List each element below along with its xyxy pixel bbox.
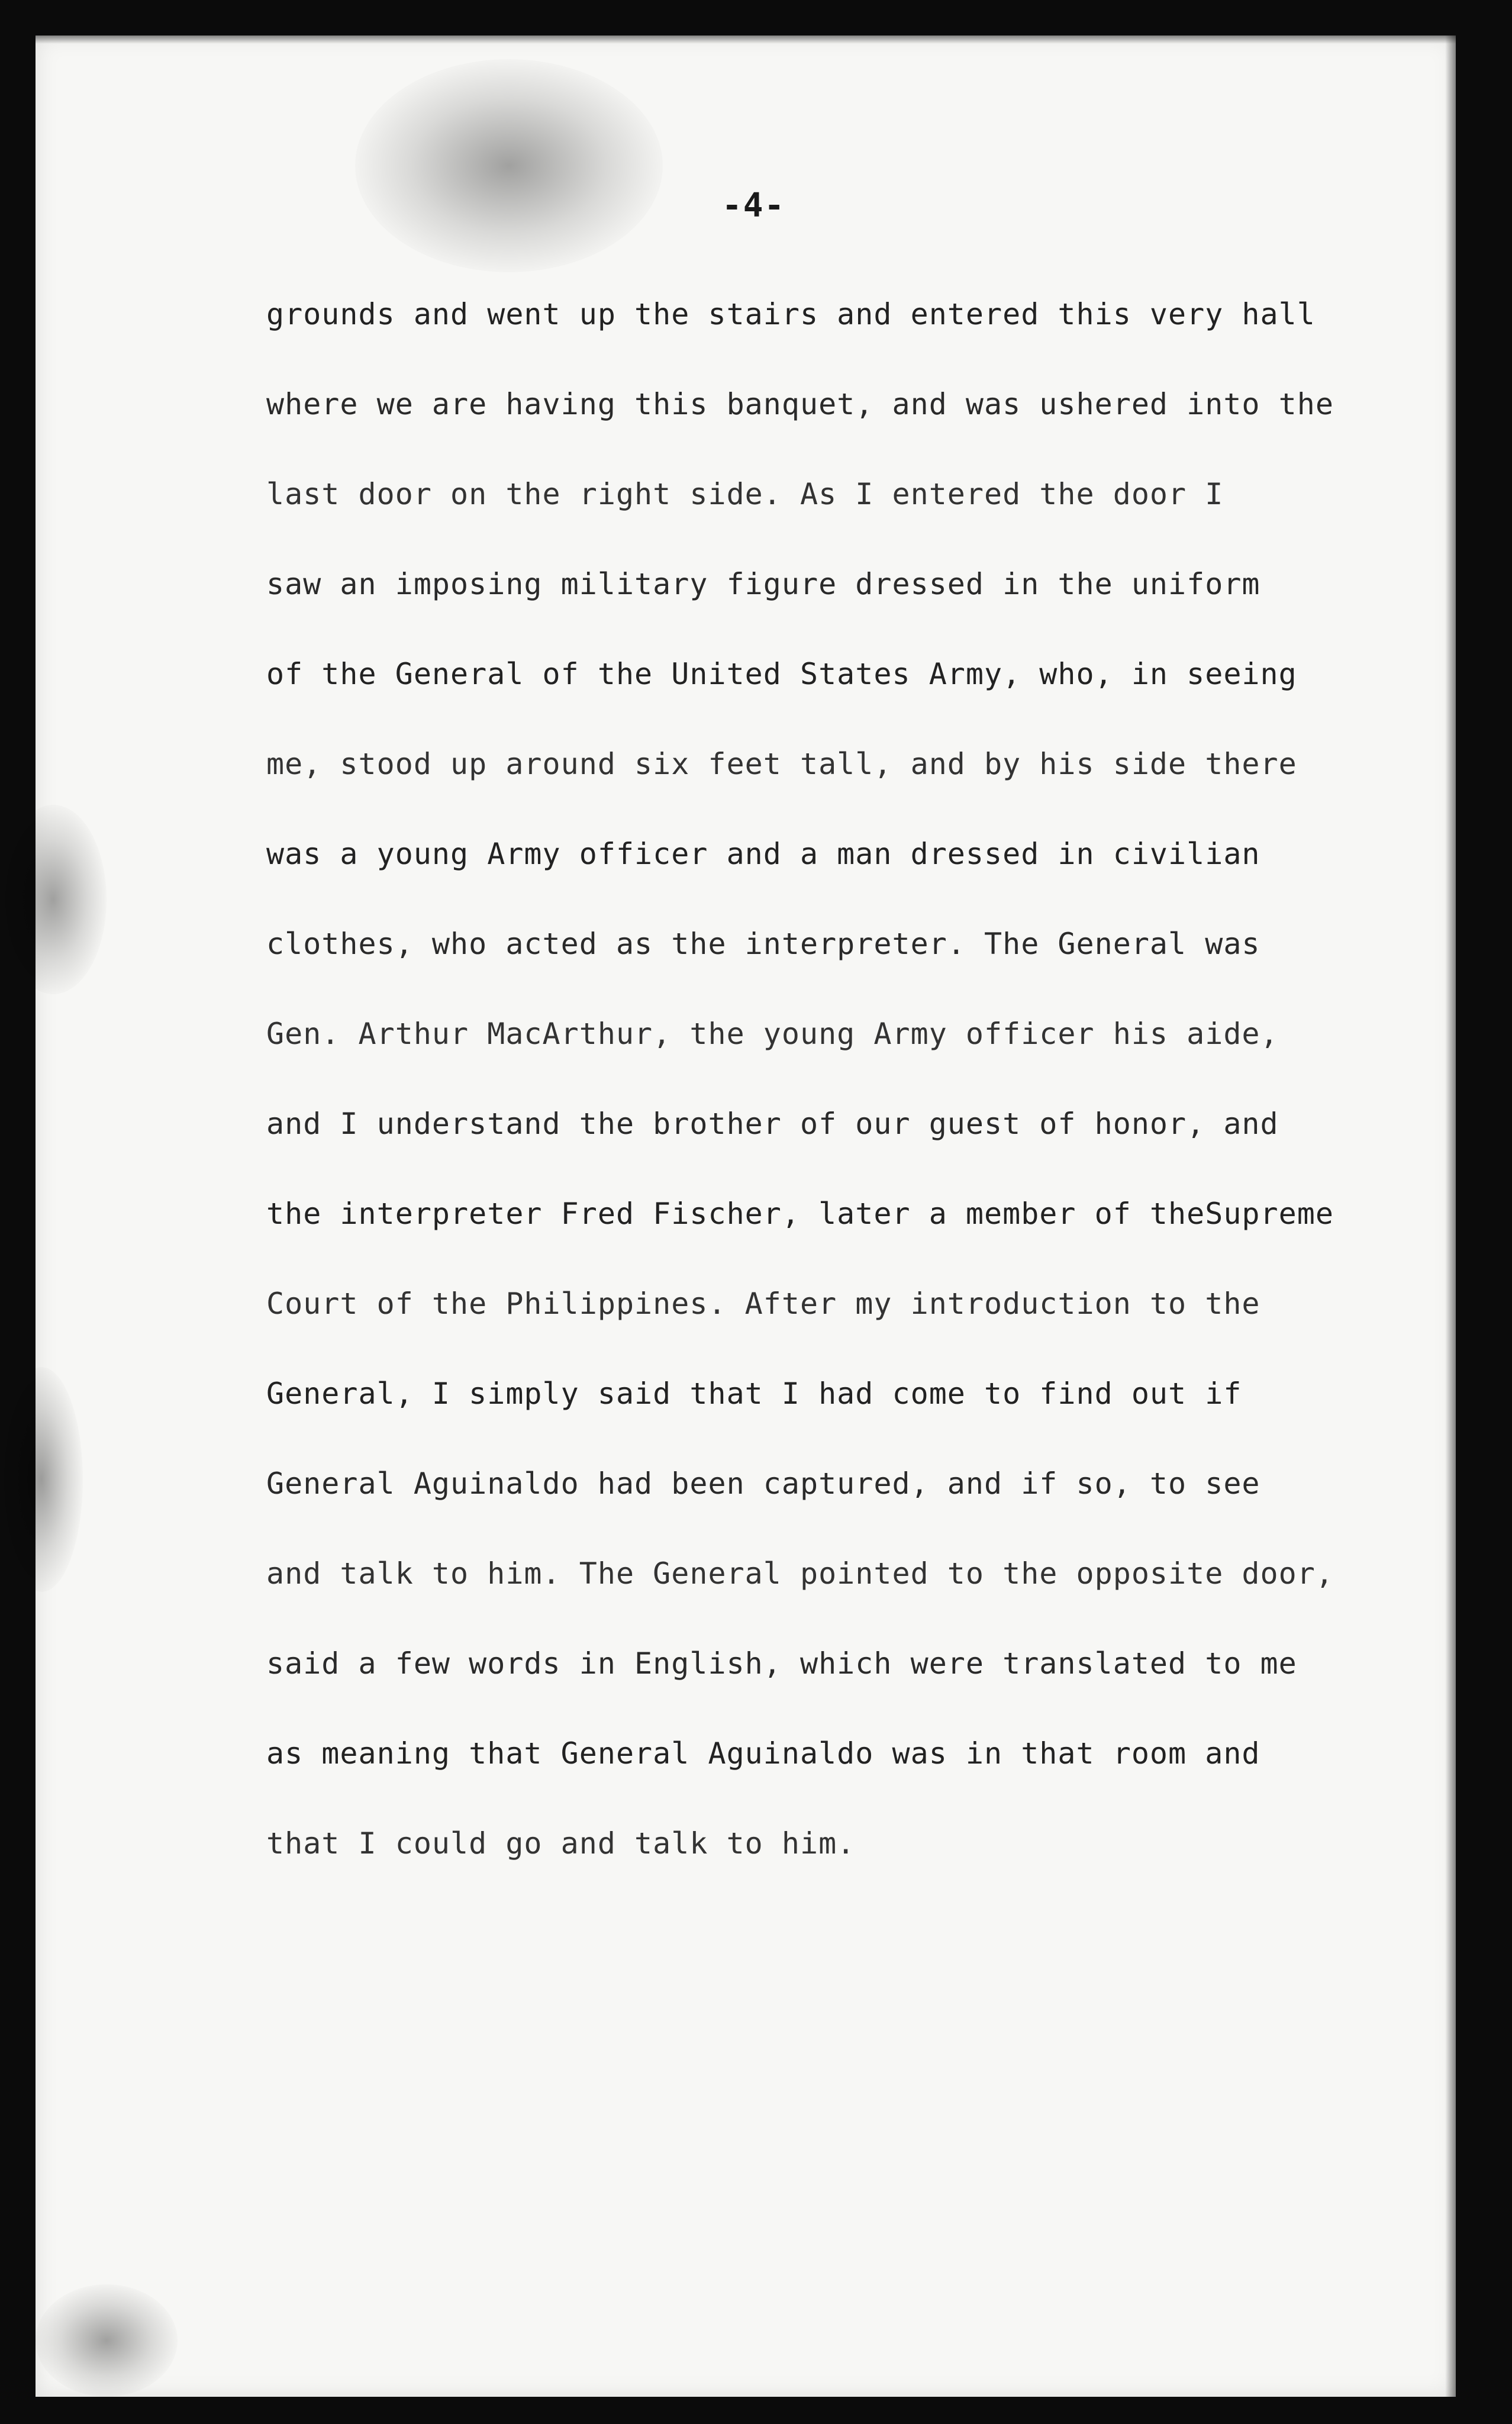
text-line-1: grounds and went up the stairs and entered this very hall [266, 297, 1316, 331]
text-line-5: of the General of the United States Army, who, in seeing [266, 657, 1297, 691]
text-line-12: Court of the Philippines. After my introduction to the [266, 1287, 1260, 1321]
ink-smudge-bottom [36, 2284, 178, 2397]
text-line-16: said a few words in English, which were translated to me [266, 1646, 1297, 1681]
ink-smudge-left-upper [0, 805, 107, 994]
text-line-7: was a young Army officer and a man dressed in civilian [266, 837, 1260, 871]
text-line-14: General Aguinaldo had been captured, and if so, to see [266, 1466, 1260, 1501]
typewritten-page [36, 36, 1456, 2397]
text-line-3: last door on the right side. As I entered the door I [266, 477, 1224, 511]
text-line-13: General, I simply said that I had come to find out if [266, 1377, 1242, 1411]
text-line-4: saw an imposing military figure dressed in the uniform [266, 567, 1260, 601]
text-line-15: and talk to him. The General pointed to the opposite door, [266, 1556, 1334, 1591]
text-line-11: the interpreter Fred Fischer, later a member of theSupreme [266, 1197, 1334, 1231]
text-line-18: that I could go and talk to him. [266, 1826, 856, 1861]
text-line-10: and I understand the brother of our guest of honor, and [266, 1107, 1279, 1141]
text-line-6: me, stood up around six feet tall, and by his side there [266, 747, 1297, 781]
text-line-8: clothes, who acted as the interpreter. The General was [266, 927, 1260, 961]
text-line-2: where we are having this banquet, and was ushered into the [266, 387, 1334, 421]
text-line-9: Gen. Arthur MacArthur, the young Army officer his aide, [266, 1017, 1279, 1051]
page-number: -4- [722, 186, 786, 225]
text-line-17: as meaning that General Aguinaldo was in that room and [266, 1736, 1260, 1771]
body-text [266, 269, 1391, 1888]
paper-top-edge [36, 36, 1456, 44]
paper-right-edge [1445, 36, 1456, 2397]
ink-smudge-left-lower [0, 1367, 83, 1592]
ink-smudge-top [355, 59, 663, 272]
